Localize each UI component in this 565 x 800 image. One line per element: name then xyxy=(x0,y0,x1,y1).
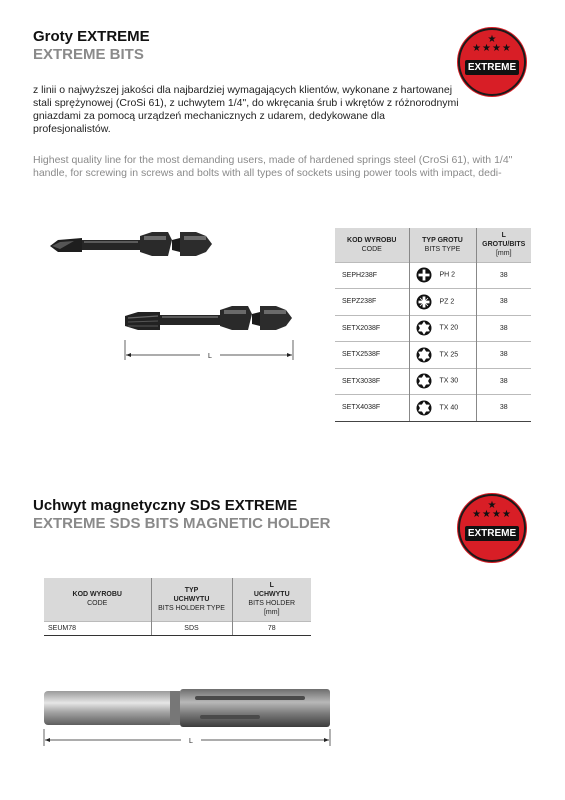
badge-label: EXTREME xyxy=(465,60,519,75)
cell-type: SDS xyxy=(151,621,232,635)
sds-holder-image xyxy=(44,689,330,727)
section2-title-en: EXTREME SDS BITS MAGNETIC HOLDER xyxy=(33,515,331,532)
cell-length: 38 xyxy=(476,262,531,289)
badge-label: EXTREME xyxy=(465,526,519,541)
bit-type-label: TX 30 xyxy=(439,377,459,385)
svg-text:L: L xyxy=(208,353,212,360)
cell-code: SEUM78 xyxy=(44,621,151,635)
section1-title-pl: Groty EXTREME xyxy=(33,28,150,45)
bit-type-label: TX 25 xyxy=(439,351,459,359)
star-icon: ★ xyxy=(487,500,497,511)
bit-type-label: TX 20 xyxy=(439,324,459,332)
cell-code: SETX4038F xyxy=(335,395,409,422)
star-icon: ★ xyxy=(487,34,497,45)
column-header-length: L UCHWYTU BITS HOLDER [mm] xyxy=(232,578,311,621)
bit-type-label: PH 2 xyxy=(439,271,456,279)
cell-length: 38 xyxy=(476,315,531,342)
cell-length: 38 xyxy=(476,342,531,369)
column-header-type: TYP GROTU BITS TYPE xyxy=(409,228,476,262)
svg-text:L: L xyxy=(189,738,193,745)
bit-type-label: TX 40 xyxy=(439,404,459,412)
dimension-label xyxy=(181,734,201,746)
cell-code: SEPH238F xyxy=(335,262,409,289)
section1-title-en: EXTREME BITS xyxy=(33,46,144,63)
bit-type-label: PZ 2 xyxy=(439,298,455,306)
cell-length: 38 xyxy=(476,289,531,316)
cell-length: 78 xyxy=(232,621,311,635)
cell-length: 38 xyxy=(476,395,531,422)
cell-code: SETX3038F xyxy=(335,368,409,395)
cell-code: SEPZ238F xyxy=(335,289,409,316)
stars-icon: ★★★★ xyxy=(472,509,512,520)
column-header-code: KOD WYROBU CODE xyxy=(335,228,409,262)
cell-code: SETX2038F xyxy=(335,315,409,342)
section2-title-pl: Uchwyt magnetyczny SDS EXTREME xyxy=(33,497,298,514)
stars-icon: ★★★★ xyxy=(472,43,512,54)
cell-length: 38 xyxy=(476,368,531,395)
description-pl: z linii o najwyższej jakości dla najbardziej wymagających klientów, wykonane z hartowanej stali sprężynowej (CroSi 61), z uchwytem 1/4", do wkręcania śrub i wkrętów z różnorodnymi gniazdami za pomocą urządzeń mechanicznych z udarem, dedykowane dla profesjonalistów. xyxy=(33,84,459,135)
column-header-type: TYP UCHWYTU BITS HOLDER TYPE xyxy=(151,578,232,621)
column-header-length: L GROTU/BITS [mm] xyxy=(476,228,531,262)
cell-code: SETX2538F xyxy=(335,342,409,369)
column-header-code: KOD WYROBU CODE xyxy=(44,578,151,621)
description-en: Highest quality line for the most demanding users, made of hardened springs steel (CroSi 61), with 1/4" handle, for screwing in screws and bolts with all types of sockets using power tools with impact, dedi- xyxy=(33,154,513,179)
